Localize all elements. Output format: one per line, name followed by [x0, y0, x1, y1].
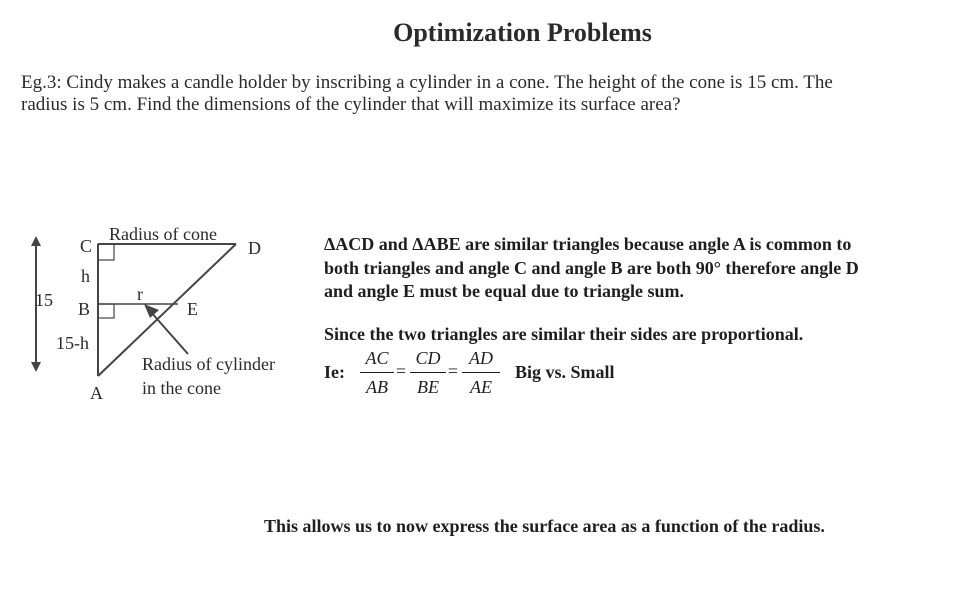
right-angle-b-icon: [98, 304, 114, 318]
similarity-line-3: and angle E must be equal due to triangle sum.: [324, 281, 685, 301]
fraction-ae-denominator: AE: [470, 377, 492, 397]
point-a-label: A: [90, 383, 103, 403]
point-b-label: B: [78, 299, 91, 319]
similarity-explanation: [324, 233, 944, 304]
equals-sign-2: =: [447, 361, 459, 381]
radius-of-cone-label: Radius of cone: [109, 224, 217, 244]
big-vs-small-note: Big vs. Small: [515, 362, 615, 382]
equals-sign-1: =: [395, 361, 407, 381]
page-title: Optimization Problems: [393, 18, 652, 47]
similarity-line-1: ΔACD and ΔABE are similar triangles because angle A is common to: [324, 234, 852, 254]
fraction-bar-1: [360, 372, 394, 373]
fraction-ac-numerator: AC: [365, 348, 389, 368]
pointer-arrow-icon: [144, 304, 159, 318]
right-angle-c-icon: [98, 244, 114, 260]
height-arrow-up-icon: [31, 236, 41, 246]
fraction-cd-numerator: CD: [415, 348, 441, 368]
fifteen-label: 15: [35, 290, 53, 310]
problem-line-1: Eg.3: Cindy makes a candle holder by inscribing a cylinder in a cone. The height of the cone is 15 cm. The: [21, 72, 833, 93]
conclusion-text: This allows us to now express the surface area as a function of the radius.: [264, 516, 825, 536]
h-label: h: [81, 266, 90, 286]
ie-label: Ie:: [324, 362, 345, 382]
fraction-bar-3: [462, 372, 500, 373]
fraction-bar-2: [410, 372, 446, 373]
point-d-label: D: [248, 238, 261, 258]
in-the-cone-label: in the cone: [142, 378, 221, 398]
r-label: r: [137, 284, 143, 304]
fraction-ad-numerator: AD: [469, 348, 493, 368]
point-c-label: C: [80, 236, 93, 256]
proportional-sides-text: Since the two triangles are similar their sides are proportional.: [324, 324, 804, 344]
pointer-arrow-line: [150, 311, 188, 354]
fraction-ab-denominator: AB: [366, 377, 388, 397]
radius-of-cylinder-label: Radius of cylinder: [142, 354, 275, 374]
height-arrow-down-icon: [31, 362, 41, 372]
problem-line-2: radius is 5 cm. Find the dimensions of the cylinder that will maximize its surface area?: [21, 94, 681, 115]
fraction-be-denominator: BE: [417, 377, 439, 397]
similarity-line-2: both triangles and angle C and angle B are both 90° therefore angle D: [324, 257, 859, 278]
fifteen-minus-h-label: 15-h: [56, 333, 89, 353]
point-e-label: E: [187, 299, 198, 319]
